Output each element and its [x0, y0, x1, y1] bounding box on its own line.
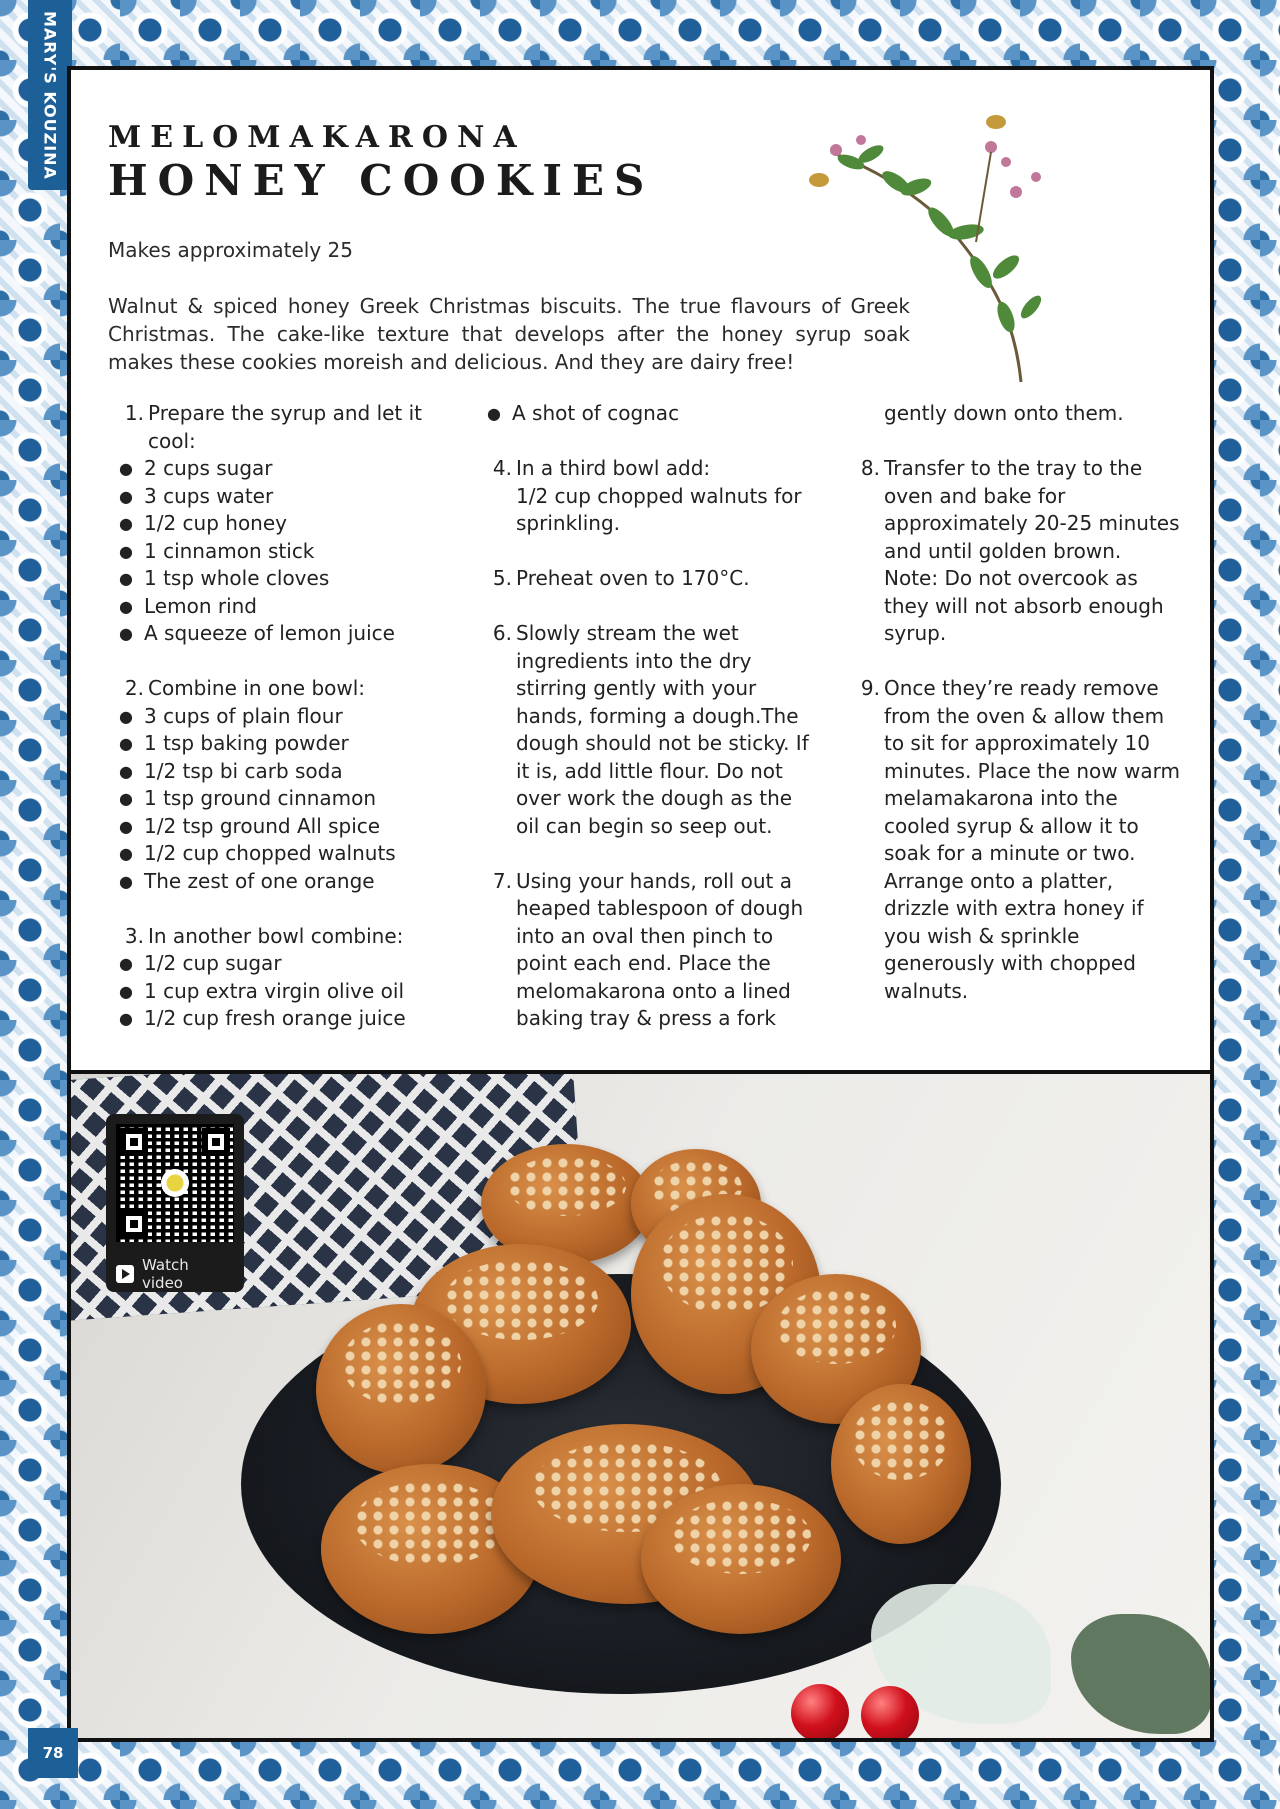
step-4 [476, 455, 816, 538]
red-berry [861, 1686, 919, 1738]
section-tab [28, 0, 72, 190]
step-8 [844, 455, 1184, 648]
ingredient: 1 tsp whole cloves [144, 566, 330, 590]
list-item: ● 1/2 cup honey [108, 510, 448, 538]
step-5 [476, 565, 816, 593]
ingredient: 3 cups water [144, 483, 274, 508]
list-item: ● 1/2 tsp bi carb soda [108, 758, 448, 786]
step-text: Prepare the syrup and let it cool: [148, 401, 423, 453]
recipe-text-panel [71, 70, 1210, 1070]
list-item: ● 3 cups water [108, 483, 448, 511]
qr-code[interactable] [116, 1124, 234, 1242]
list-item: ● 1 cup extra virgin olive oil [108, 978, 448, 1006]
list-item: ● The zest of one orange [108, 868, 448, 896]
step-heading: In a third bowl add: [516, 456, 711, 480]
ingredient: 1 tsp baking powder [144, 731, 349, 755]
step-text: Combine in one bowl: [148, 676, 366, 700]
step-number: 3. [124, 923, 144, 948]
ingredient: Lemon rind [144, 593, 257, 618]
step-number: 8. [860, 456, 880, 480]
step-text: In another bowl combine: [148, 923, 404, 948]
method-column-1 [108, 400, 448, 1033]
step-text [884, 455, 1184, 648]
ingredient: 1/2 tsp ground All spice [144, 813, 381, 838]
step-number: 6. [492, 621, 512, 645]
ingredient: A squeeze of lemon juice [144, 621, 395, 645]
step-text: Slowly stream the wet ingredients into the dry stirring gently with your hands, forming a dough.The dough should not be sticky. If it is, add little flour. Do not over work the dough as the oil can begin so seep out. [516, 621, 809, 838]
ingredient: 1/2 cup fresh orange juice [144, 1006, 406, 1030]
step-7-continued: gently down onto them. [884, 401, 1124, 425]
list-item: ● 1/2 cup fresh orange juice [108, 1005, 448, 1033]
step-detail: 1/2 cup chopped walnuts for sprinkling. [516, 483, 802, 535]
recipe-card [67, 66, 1214, 1742]
step-3 [108, 923, 448, 951]
step-instruction: Transfer to the tray to the oven and bake for approximately 20-25 minutes and until golden brown. [884, 456, 1180, 563]
list-item: ● 1/2 cup sugar [108, 950, 448, 978]
step-number: 4. [492, 456, 512, 480]
list-item: ● A shot of cognac [476, 400, 816, 428]
ingredient: 1 tsp ground cinnamon [144, 786, 377, 810]
ingredient: 1 cinnamon stick [144, 538, 315, 563]
ingredient: A shot of cognac [512, 401, 680, 425]
step-text: Using your hands, roll out a heaped tablespoon of dough into an oval then pinch to point each end. Place the melomakarona onto a lined baking tray & press a fork [516, 868, 804, 1030]
list-item: ● 1/2 tsp ground All spice [108, 813, 448, 841]
recipe-yield: Makes approximately 25 [108, 238, 353, 262]
red-berry [791, 1684, 849, 1738]
lemon-icon [161, 1169, 189, 1197]
step-text [516, 455, 816, 538]
watch-video-link[interactable] [116, 1256, 234, 1292]
list-item: ● 1 cinnamon stick [108, 538, 448, 566]
watch-video-label: Watch video [142, 1256, 189, 1292]
cookie [831, 1384, 971, 1544]
ingredient: 1/2 cup honey [144, 511, 287, 535]
list-item: ● 1/2 cup chopped walnuts [108, 840, 448, 868]
page-number: 78 [28, 1728, 78, 1778]
step-number: 1. [124, 401, 144, 425]
list-item: ● 1 tsp baking powder [108, 730, 448, 758]
step-number: 7. [492, 868, 512, 893]
list-item: ● 2 cups sugar [108, 455, 448, 483]
ingredient: The zest of one orange [144, 868, 375, 893]
recipe-title-small: MELOMAKARONA [108, 120, 526, 155]
section-tab-label: MARY'S KOUZINA [40, 10, 60, 180]
pine-branch [1071, 1614, 1210, 1734]
step-text: Preheat oven to 170°C. [516, 566, 750, 590]
recipe-intro: Walnut & spiced honey Greek Christmas biscuits. The true flavours of Greek Christmas. The cake-like texture that develops after the honey syrup soak makes these cookies moreish and delicious. And they are dairy free! [108, 294, 910, 374]
step-number: 2. [124, 676, 144, 700]
ingredient: 1/2 cup sugar [144, 951, 282, 975]
list-item: ● 1 tsp ground cinnamon [108, 785, 448, 813]
step-text: Once they’re ready remove from the oven & allow them to sit for approximately 10 minutes. Place the now warm melamakarona into the cooled syrup & allow it to soak for a minute or two. Arrange onto a platter, drizzle with extra honey if you wish & sprinkle generously with chopped walnuts. [884, 676, 1180, 1003]
step-number: 9. [860, 676, 880, 700]
cookie [316, 1304, 486, 1474]
step-7 [476, 868, 816, 1033]
step-2 [108, 675, 448, 703]
ingredient: 1/2 cup chopped walnuts [144, 841, 396, 865]
ingredient: 3 cups of plain flour [144, 703, 343, 728]
play-icon [116, 1265, 134, 1283]
ingredient: 2 cups sugar [144, 456, 273, 480]
list-item: ● 1 tsp whole cloves [108, 565, 448, 593]
step-note: Note: Do not overcook as they will not absorb enough syrup. [884, 566, 1164, 645]
step-number: 5. [492, 566, 512, 590]
ingredient: 1/2 tsp bi carb soda [144, 758, 343, 783]
list-item: ● 3 cups of plain flour [108, 703, 448, 731]
step-1 [108, 400, 448, 455]
cookie [641, 1484, 841, 1634]
step-9 [844, 675, 1184, 1005]
recipe-title: HONEY COOKIES [108, 156, 655, 205]
list-item: ● A squeeze of lemon juice [108, 620, 448, 648]
method-column-2 [476, 400, 816, 1033]
ingredient: 1 cup extra virgin olive oil [144, 978, 405, 1003]
list-item: ● Lemon rind [108, 593, 448, 621]
video-qr-card[interactable] [106, 1114, 244, 1292]
method-column-3 [844, 400, 1184, 1005]
step-6 [476, 620, 816, 840]
cookies-photo [71, 1070, 1210, 1738]
